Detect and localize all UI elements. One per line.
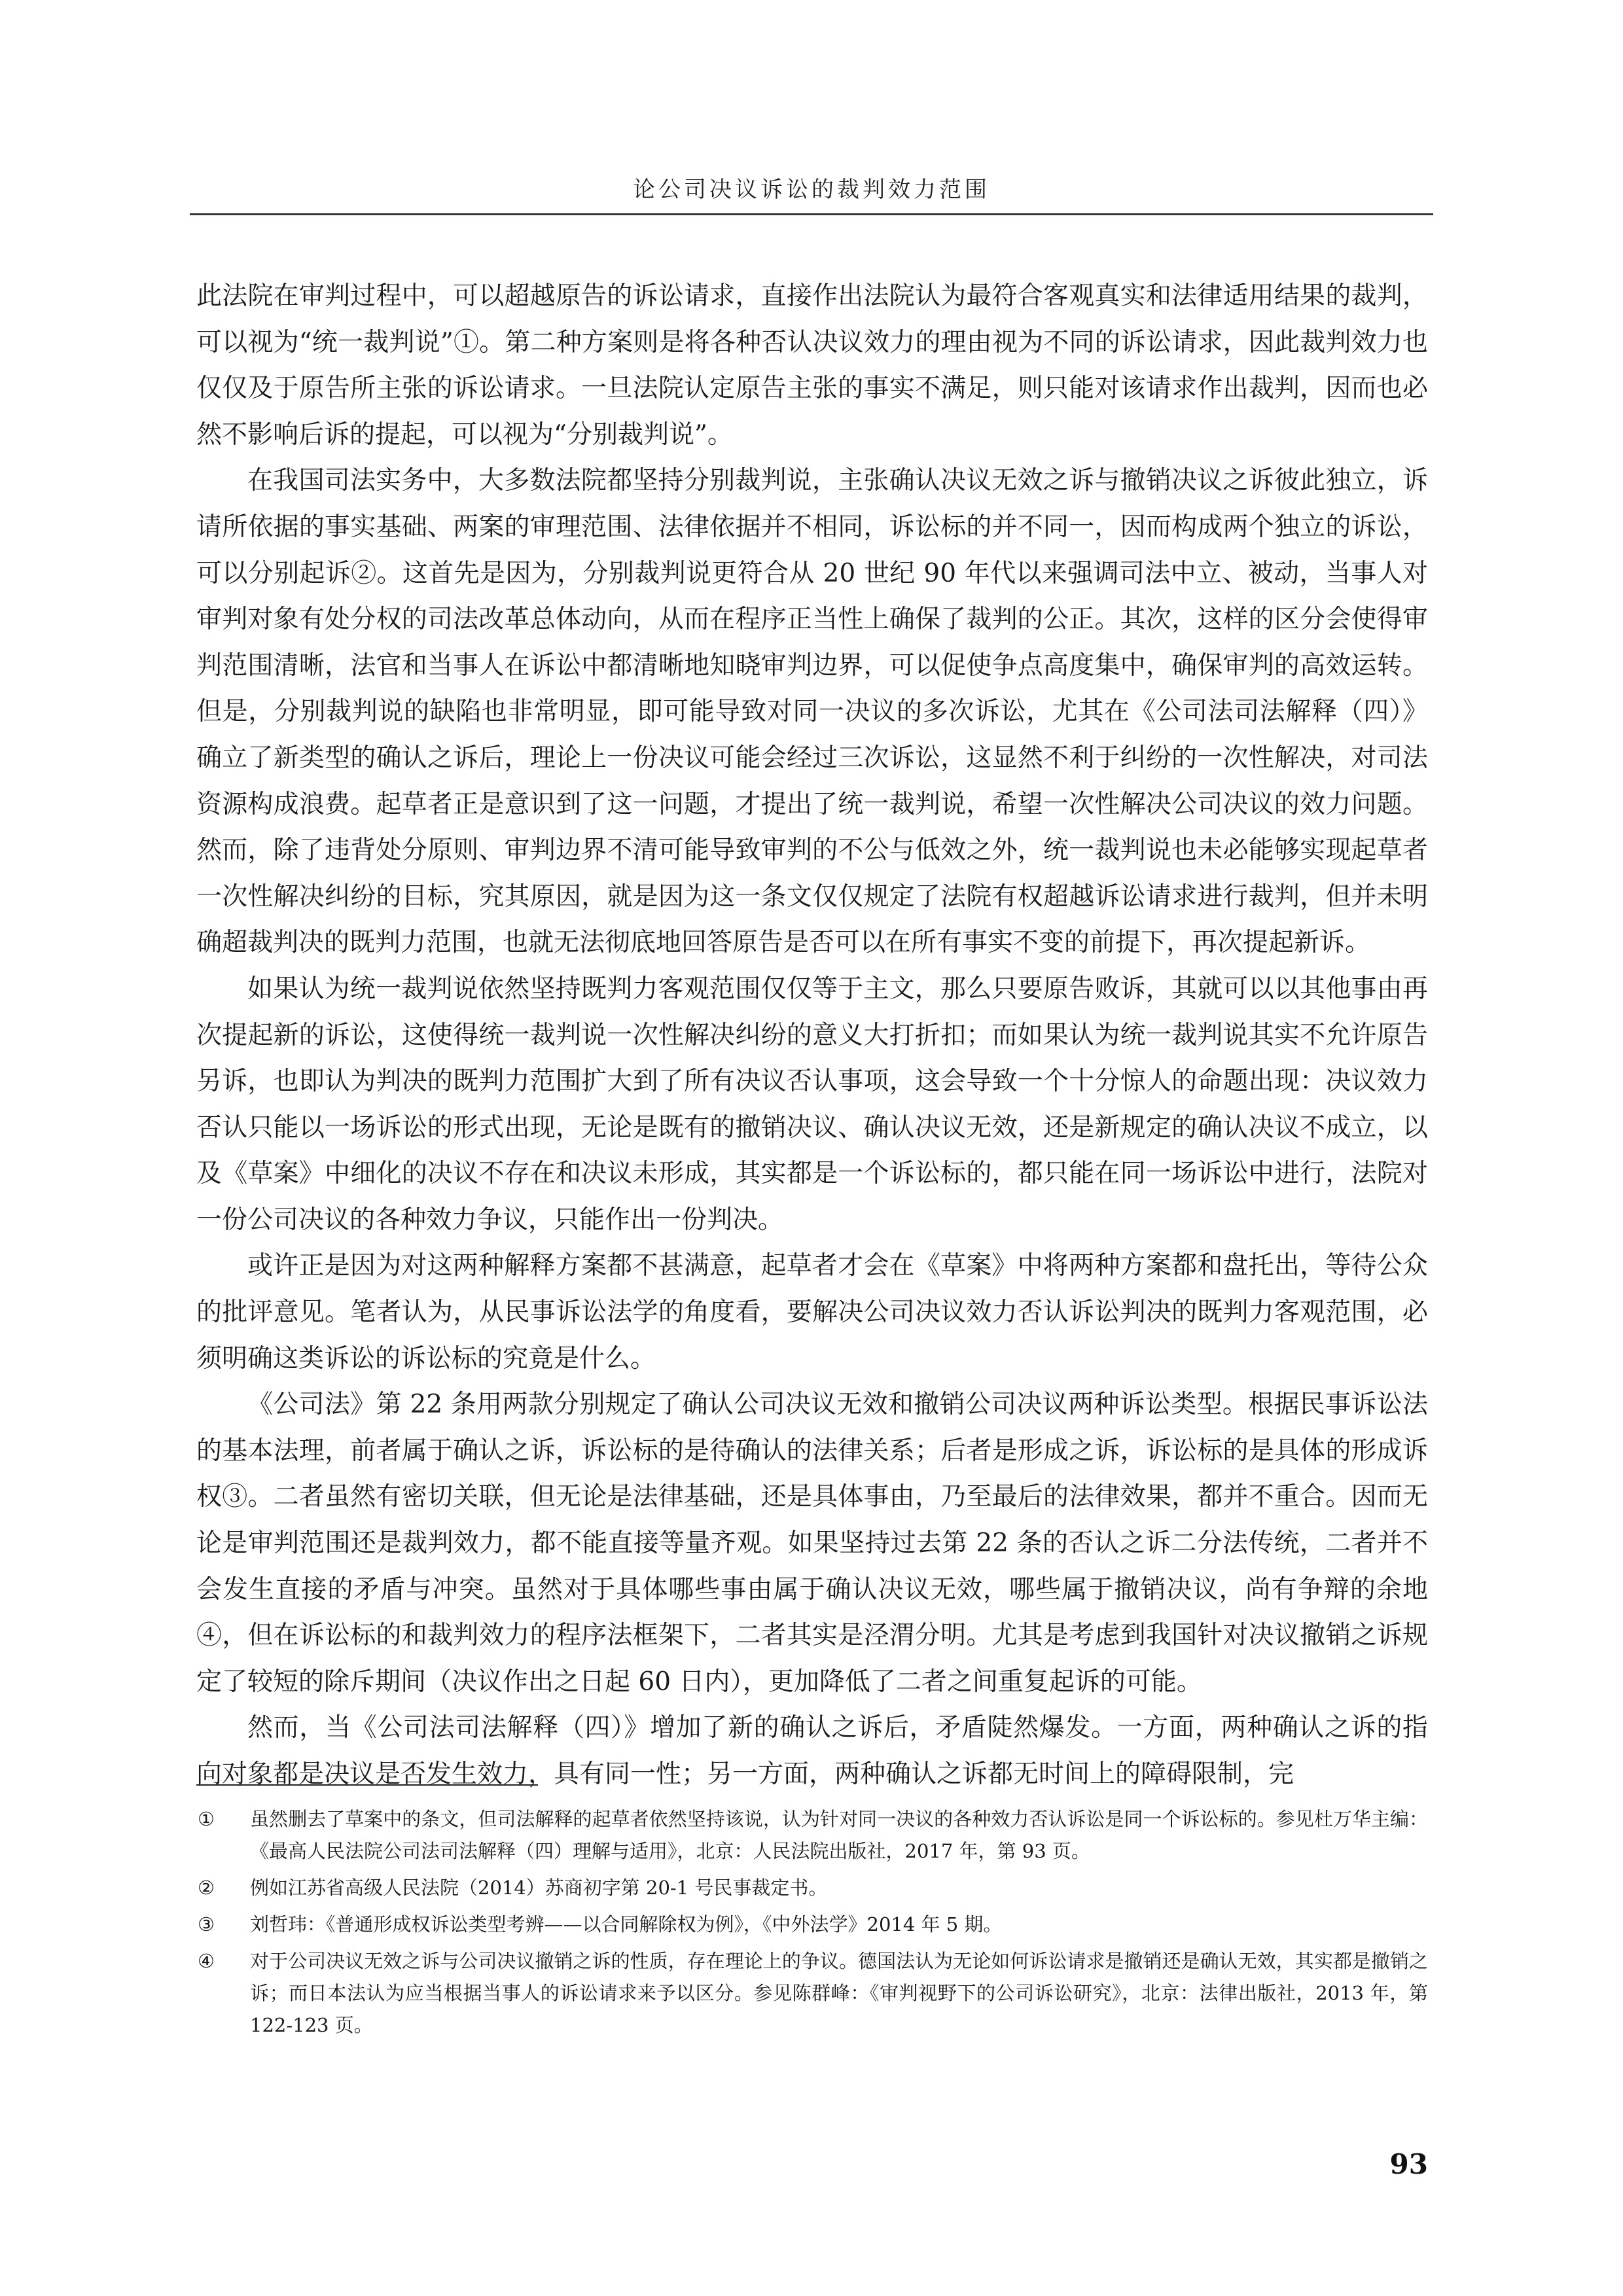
footnote-2: [196, 1872, 1428, 1904]
footnote-marker: ③: [198, 1913, 215, 1935]
paragraph-6: 然而，当《公司法司法解释（四）》增加了新的确认之诉后，矛盾陡然爆发。一方面，两种确认之诉的指向对象都是决议是否发生效力，具有同一性；另一方面，两种确认之诉都无时间上的障碍限制，完: [196, 1713, 1428, 1789]
footnote-4: [196, 1945, 1428, 2041]
footnote-marker: ④: [198, 1950, 215, 1972]
footnote-text: 刘哲玮：《普通形成权诉讼类型考辨——以合同解除权为例》，《中外法学》2014 年 5 期。: [250, 1913, 1003, 1935]
paragraph-1: 此法院在审判过程中，可以超越原告的诉讼请求，直接作出法院认为最符合客观真实和法律适用结果的裁判，可以视为“统一裁判说”①。第二种方案则是将各种否认决议效力的理由视为不同的诉讼请求，因此裁判效力也仅仅及于原告所主张的诉讼请求。一旦法院认定原告主张的事实不满足，则只能对该请求作出裁判，因而也必然不影响后诉的提起，可以视为“分别裁判说”。: [196, 281, 1428, 450]
footnote-1: [196, 1803, 1428, 1867]
running-header: 论公司决议诉讼的裁判效力范围: [633, 177, 990, 203]
paragraph-3: 如果认为统一裁判说依然坚持既判力客观范围仅仅等于主文，那么只要原告败诉，其就可以以其他事由再次提起新的诉讼，这使得统一裁判说一次性解决纠纷的意义大打折扣；而如果认为统一裁判说其实不允许原告另诉，也即认为判决的既判力范围扩大到了所有决议否认事项，这会导致一个十分惊人的命题出现：决议效力否认只能以一场诉讼的形式出现，无论是既有的撤销决议、确认决议无效，还是新规定的确认决议不成立，以及《草案》中细化的决议不存在和决议未形成，其实都是一个诉讼标的，都只能在同一场诉讼中进行，法院对一份公司决议的各种效力争议，只能作出一份判决。: [196, 974, 1428, 1235]
footnotes: [196, 1803, 1428, 2046]
footnote-text: 例如江苏省高级人民法院（2014）苏商初字第 20-1 号民事裁定书。: [250, 1877, 828, 1899]
footnote-3: [196, 1909, 1428, 1941]
footnote-marker: ②: [198, 1877, 215, 1899]
footnote-text: 虽然删去了草案中的条文，但司法解释的起草者依然坚持该说，认为针对同一决议的各种效力否认诉讼是同一个诉讼标的。参见杜万华主编：《最高人民法院公司法司法解释（四）理解与适用》，北京：人民法院出版社，2017 年，第 93 页。: [250, 1808, 1428, 1862]
header-rule: [190, 213, 1433, 215]
footnote-rule: [196, 1784, 538, 1786]
paragraph-4: 或许正是因为对这两种解释方案都不甚满意，起草者才会在《草案》中将两种方案都和盘托出，等待公众的批评意见。笔者认为，从民事诉讼法学的角度看，要解决公司决议效力否认诉讼判决的既判力客观范围，必须明确这类诉讼的诉讼标的究竟是什么。: [196, 1251, 1428, 1373]
paragraph-5: 《公司法》第 22 条用两款分别规定了确认公司决议无效和撤销公司决议两种诉讼类型。根据民事诉讼法的基本法理，前者属于确认之诉，诉讼标的是待确认的法律关系；后者是形成之诉，诉讼标的是具体的形成诉权③。二者虽然有密切关联，但无论是法律基础，还是具体事由，乃至最后的法律效果，都并不重合。因而无论是审判范围还是裁判效力，都不能直接等量齐观。如果坚持过去第 22 条的否认之诉二分法传统，二者并不会发生直接的矛盾与冲突。虽然对于具体哪些事由属于确认决议无效，哪些属于撤销决议，尚有争辩的余地④，但在诉讼标的和裁判效力的程序法框架下，二者其实是泾渭分明。尤其是考虑到我国针对决议撤销之诉规定了较短的除斥期间（决议作出之日起 60 日内），更加降低了二者之间重复起诉的可能。: [196, 1390, 1428, 1697]
page-number: 93: [1389, 2148, 1428, 2180]
article-body: [196, 274, 1428, 1798]
footnote-marker: ①: [198, 1808, 215, 1830]
footnote-text: 对于公司决议无效之诉与公司决议撤销之诉的性质，存在理论上的争议。德国法认为无论如何诉讼请求是撤销还是确认无效，其实都是撤销之诉；而日本法认为应当根据当事人的诉讼请求来予以区分。参见陈群峰：《审判视野下的公司诉讼研究》，北京：法律出版社，2013 年，第 122-123 页。: [250, 1950, 1428, 2036]
paragraph-2: 在我国司法实务中，大多数法院都坚持分别裁判说，主张确认决议无效之诉与撤销决议之诉彼此独立，诉请所依据的事实基础、两案的审理范围、法律依据并不相同，诉讼标的并不同一，因而构成两个独立的诉讼，可以分别起诉②。这首先是因为，分别裁判说更符合从 20 世纪 90 年代以来强调司法中立、被动，当事人对审判对象有处分权的司法改革总体动向，从而在程序正当性上确保了裁判的公正。其次，这样的区分会使得审判范围清晰，法官和当事人在诉讼中都清晰地知晓审判边界，可以促使争点高度集中，确保审判的高效运转。但是，分别裁判说的缺陷也非常明显，即可能导致对同一决议的多次诉讼，尤其在《公司法司法解释（四）》确立了新类型的确认之诉后，理论上一份决议可能会经过三次诉讼，这显然不利于纠纷的一次性解决，对司法资源构成浪费。起草者正是意识到了这一问题，才提出了统一裁判说，希望一次性解决公司决议的效力问题。然而，除了违背处分原则、审判边界不清可能导致审判的不公与低效之外，统一裁判说也未必能够实现起草者一次性解决纠纷的目标，究其原因，就是因为这一条文仅仅规定了法院有权超越诉讼请求进行裁判，但并未明确超裁判决的既判力范围，也就无法彻底地回答原告是否可以在所有事实不变的前提下，再次提起新诉。: [196, 466, 1428, 958]
